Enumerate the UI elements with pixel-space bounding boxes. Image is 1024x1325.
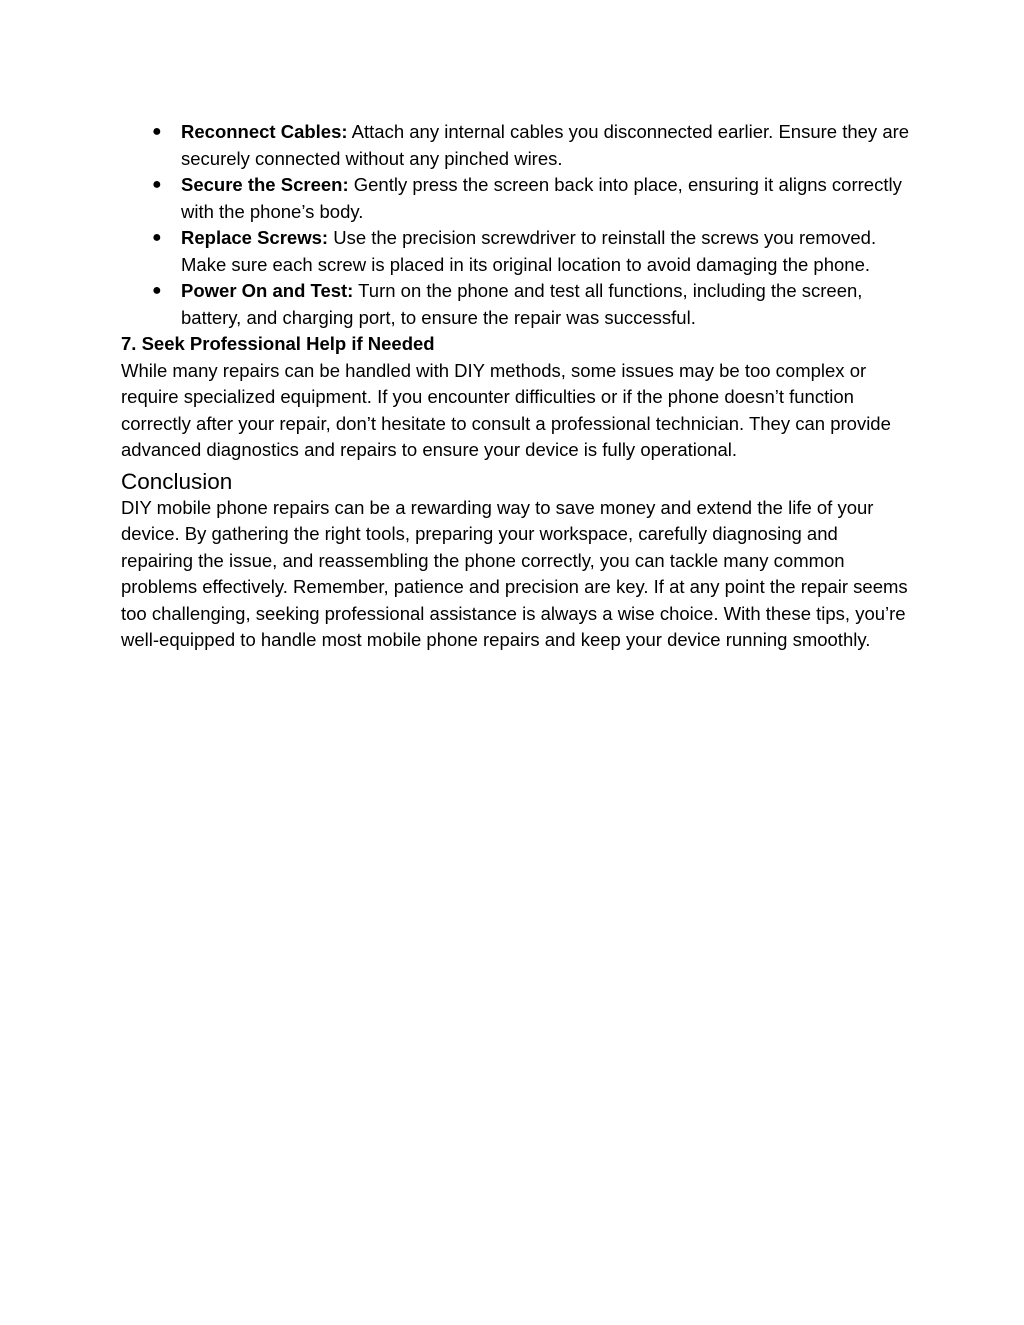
list-item	[152, 172, 914, 225]
list-item	[152, 278, 914, 331]
conclusion-heading: Conclusion	[121, 468, 233, 494]
list-item	[152, 119, 914, 172]
list-item	[152, 225, 914, 278]
bullet-icon: ●	[152, 176, 162, 193]
bullet-icon: ●	[152, 282, 162, 299]
step-label: Power On and Test:	[181, 280, 354, 301]
step-label: Secure the Screen:	[181, 174, 349, 195]
section-paragraph-professional-help: While many repairs can be handled with DIY methods, some issues may be too complex or require specialized equipment. If you encounter difficulties or if the phone doesn’t function correctly after your repair, don’t hesitate to consult a professional technician. They can provide advanced diagnostics and repairs to ensure your device is fully operational.	[121, 359, 891, 460]
bullet-icon: ●	[152, 229, 162, 246]
step-label: Reconnect Cables:	[181, 121, 348, 142]
step-text: Attach any internal cables you disconnected earlier. Ensure they are securely connected without any pinched wires.	[181, 121, 910, 169]
step-text: Gently press the screen back into place, ensuring it aligns correctly with the phone’s body.	[181, 174, 902, 222]
section-heading-professional-help: 7. Seek Professional Help if Needed	[121, 333, 435, 354]
reassembly-steps-list	[121, 119, 914, 331]
step-label: Replace Screws:	[181, 227, 329, 248]
step-text: Turn on the phone and test all functions, including the screen, battery, and charging port, to ensure the repair was successful.	[181, 280, 863, 328]
bullet-icon: ●	[152, 123, 162, 140]
step-text: Use the precision screwdriver to reinstall the screws you removed. Make sure each screw is placed in its original location to avoid damaging the phone.	[181, 227, 877, 275]
conclusion-paragraph: DIY mobile phone repairs can be a rewarding way to save money and extend the life of your device. By gathering the right tools, preparing your workspace, carefully diagnosing and repairing the issue, and reassembling the phone correctly, you can tackle many common problems effectively. Remember, patience and precision are key. If at any point the repair seems too challenging, seeking professional assistance is always a wise choice. With these tips, you’re well-equipped to handle most mobile phone repairs and keep your device running smoothly.	[121, 496, 908, 650]
